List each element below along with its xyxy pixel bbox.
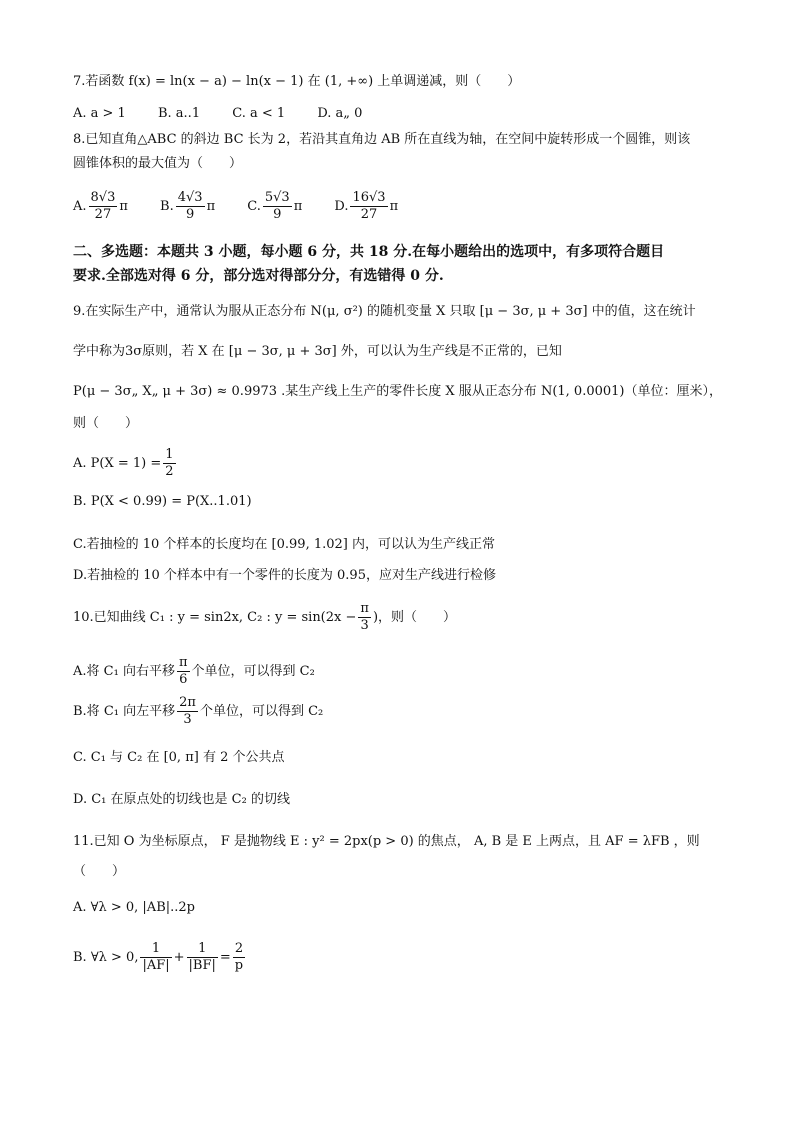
q8-option-d[interactable] — [334, 188, 398, 226]
q11-option-b-f3-den: p — [234, 958, 244, 973]
q8-option-a-pi: π — [119, 199, 128, 214]
q7-option-a[interactable]: A. a > 1 — [73, 106, 126, 121]
q10-option-b-den: 3 — [183, 712, 192, 727]
q8-stem-line2: 圆锥体积的最大值为（ ） — [73, 156, 243, 171]
q7-options — [73, 104, 390, 124]
q9-line4: 则（ ） — [73, 416, 139, 431]
q8-option-b-label: B. — [160, 199, 174, 214]
q10-option-b-num: 2π — [179, 695, 196, 710]
q8-option-a-fraction — [89, 190, 118, 223]
q10-stem — [73, 598, 456, 638]
q10-option-a-fraction — [177, 655, 190, 688]
q9-option-a-den: 2 — [165, 464, 174, 479]
q8-stem-line1: 8.已知直角△ABC 的斜边 BC 长为 2，若沿其直角边 AB 所在直线为轴，在空间中旋转形成一个圆锥，则该 — [73, 132, 691, 147]
q10-option-d[interactable]: D. C₁ 在原点处的切线也是 C₂ 的切线 — [73, 792, 290, 807]
q10-option-b-fraction — [177, 695, 198, 728]
q7-stem: 7.若函数 f(x) = ln(x − a) − ln(x − 1) 在 (1, +∞) 上单调递减，则（ ） — [73, 74, 521, 89]
q8-option-a-den: 27 — [94, 207, 112, 222]
q10-option-c[interactable]: C. C₁ 与 C₂ 在 [0, π] 有 2 个公共点 — [73, 750, 285, 765]
q11-option-b-pre: B. ∀λ > 0, — [73, 950, 139, 965]
q11-option-b-f3-num: 2 — [233, 941, 245, 958]
q9-line3: P(μ − 3σ„ X„ μ + 3σ) ≈ 0.9973 .某生产线上生产的零件长度 X 服从正态分布 N(1, 0.0001)（单位：厘米）， — [73, 384, 722, 399]
q10-option-b-pre: B.将 C₁ 向左平移 — [73, 704, 176, 719]
q10-option-a[interactable] — [73, 654, 315, 690]
q8-option-d-num: 16√3 — [352, 190, 386, 205]
q8-option-d-den: 27 — [360, 207, 378, 222]
q9-option-c[interactable]: C.若抽检的 10 个样本的长度均在 [0.99, 1.02] 内，可以认为生产线正常 — [73, 537, 495, 552]
q10-stem-post: )，则（ ） — [372, 610, 457, 625]
q10-stem-pre: 10.已知曲线 C₁ : y = sin2x, C₂ : y = sin(2x − — [73, 610, 357, 625]
section2-heading-line1: 二、多选题：本题共 3 小题，每小题 6 分，共 18 分.在每小题给出的选项中，有多项符合题目 — [73, 244, 665, 260]
section2-heading-line2: 要求.全部选对得 6 分，部分选对得部分分，有选错得 0 分. — [73, 268, 444, 284]
q10-option-a-num: π — [178, 655, 188, 670]
q9-option-b[interactable]: B. P(X < 0.99) = P(X..1.01) — [73, 494, 252, 509]
q8-option-d-fraction — [350, 190, 387, 223]
q11-option-b-fraction-2 — [187, 941, 218, 974]
q10-option-a-pre: A.将 C₁ 向右平移 — [73, 664, 175, 679]
q11-option-b-f2-num: 1 — [187, 941, 218, 958]
q10-stem-fraction — [358, 601, 371, 634]
q10-stem-den: 3 — [360, 618, 369, 633]
q8-option-a-label: A. — [73, 199, 87, 214]
q8-option-b-den: 9 — [186, 207, 195, 222]
q7-option-c[interactable]: C. a < 1 — [232, 106, 286, 121]
q10-option-a-post: 个单位，可以得到 C₂ — [191, 664, 315, 679]
q9-option-d[interactable]: D.若抽检的 10 个样本中有一个零件的长度为 0.95，应对生产线进行检修 — [73, 568, 496, 583]
q8-option-c-fraction — [263, 190, 292, 223]
q11-option-b-fraction-3 — [233, 941, 245, 974]
q7-option-d[interactable]: D. a„ 0 — [317, 106, 363, 121]
q8-option-c-den: 9 — [273, 207, 282, 222]
q8-option-c[interactable] — [247, 188, 302, 226]
q10-stem-num: π — [360, 601, 369, 616]
q9-option-a-num: 1 — [165, 447, 174, 462]
q11-line2: （ ） — [73, 864, 126, 879]
q8-option-c-pi: π — [293, 199, 303, 214]
q8-option-c-num: 5√3 — [264, 190, 290, 205]
q11-option-b-fraction-1 — [140, 941, 171, 974]
q11-option-b-f1-den: |AF| — [142, 958, 170, 973]
q9-option-a[interactable] — [73, 446, 178, 482]
q8-option-b[interactable] — [160, 188, 215, 226]
q8-option-a-num: 8√3 — [90, 190, 116, 205]
q10-option-a-den: 6 — [179, 672, 188, 687]
q11-option-b-equals: = — [219, 950, 231, 965]
q10-option-b-post: 个单位，可以得到 C₂ — [199, 704, 324, 719]
q8-option-c-label: C. — [247, 199, 261, 214]
q8-options — [73, 188, 426, 226]
q8-option-d-label: D. — [334, 199, 349, 214]
q11-option-a[interactable]: A. ∀λ > 0, |AB|..2p — [73, 900, 195, 915]
q9-line1: 9.在实际生产中，通常认为服从正态分布 N(μ, σ²) 的随机变量 X 只取 [μ − 3σ, μ + 3σ] 中的值，这在统计 — [73, 304, 696, 319]
q10-option-b[interactable] — [73, 694, 323, 730]
q7-option-b[interactable]: B. a..1 — [157, 106, 201, 121]
q8-option-b-num: 4√3 — [177, 190, 203, 205]
q8-option-b-pi: π — [206, 199, 216, 214]
q11-option-b-f2-den: |BF| — [188, 958, 216, 973]
q11-option-b-plus: + — [173, 950, 185, 965]
q11-option-b[interactable] — [73, 938, 247, 978]
q9-option-a-text: A. P(X = 1) = — [73, 456, 162, 471]
q11-option-b-f1-num: 1 — [140, 941, 171, 958]
q8-option-d-pi: π — [389, 199, 399, 214]
q8-option-b-fraction — [176, 190, 205, 223]
q9-line2: 学中称为3σ原则，若 X 在 [μ − 3σ, μ + 3σ] 外，可以认为生产线是不正常的，已知 — [73, 344, 562, 359]
q9-option-a-fraction — [163, 447, 175, 480]
q11-line1: 11.已知 O 为坐标原点， F 是抛物线 E : y² = 2px(p > 0) 的焦点， A, B 是 E 上两点，且 AF = λFB ，则 — [73, 834, 700, 849]
q8-option-a[interactable] — [73, 188, 128, 226]
